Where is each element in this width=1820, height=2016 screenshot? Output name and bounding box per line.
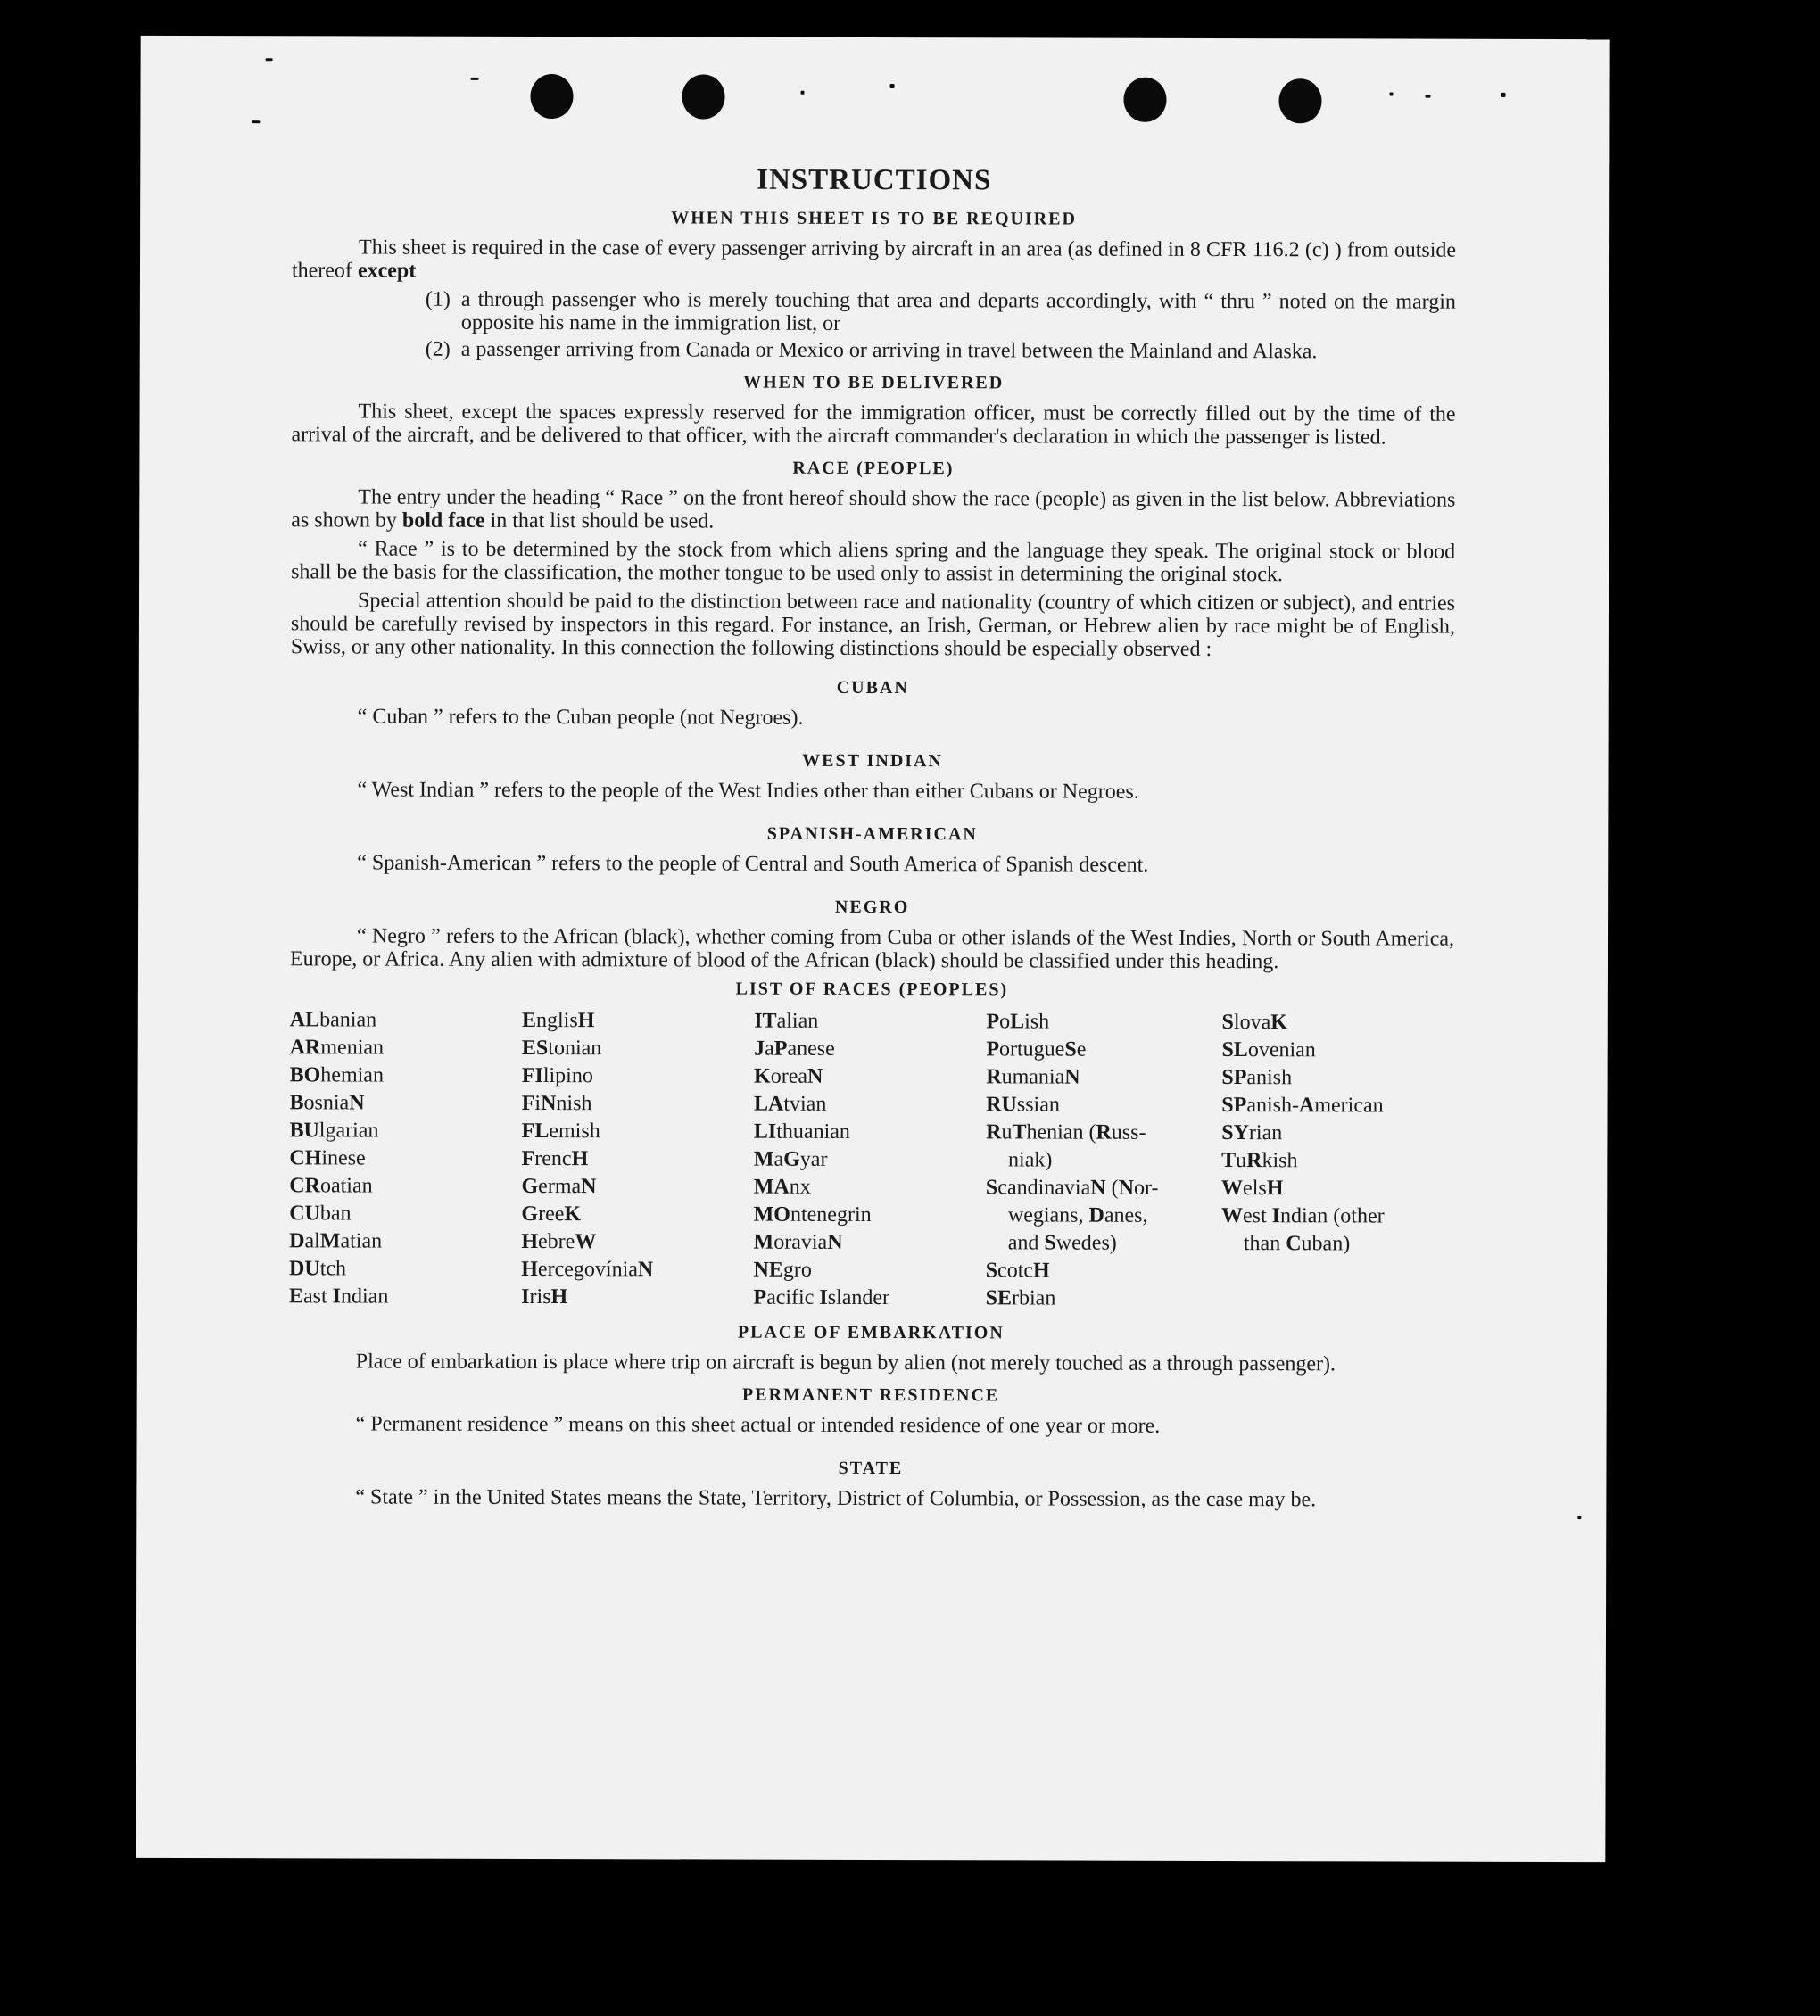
race-entry: RuThenian (Russ- bbox=[986, 1120, 1146, 1144]
list-item: (1) a through passenger who is merely touching that area and departs accordingly, with “ thru ” noted on the margin opposite his name in the immigration list, or bbox=[425, 287, 1456, 335]
race-entry: TuRkish bbox=[1221, 1149, 1298, 1173]
race-entry: HercegovíniaN bbox=[521, 1257, 654, 1282]
race-entry: ScandinaviaN (Nor- bbox=[985, 1176, 1159, 1200]
spanish-american-text: “ Spanish-American ” refers to the people of Central and South America of Spanish descent. bbox=[357, 851, 1149, 877]
dust-speck bbox=[890, 84, 895, 88]
heading-state: STATE bbox=[838, 1458, 904, 1479]
race-entry: than Cuban) bbox=[1243, 1232, 1351, 1256]
race-paragraph-3: Special attention should be paid to the distinction between race and nationality (country of which citizen or subject), and entries should be carefully revised by inspectors in this regard. For instance, an Irish, German, or Hebrew alien by race might be of English, Swiss, or any other nationality. In this connection the following distinctions should be especially observed : bbox=[290, 589, 1456, 661]
race-entry: CRoatian bbox=[289, 1174, 373, 1198]
dust-speck bbox=[252, 120, 260, 123]
race-entry: MoraviaN bbox=[753, 1230, 843, 1254]
list-item: (2) a passenger arriving from Canada or Mexico or arriving in travel between the Mainland and Alaska. bbox=[425, 337, 1318, 364]
races-column bbox=[753, 1008, 986, 1313]
race-entry: CHinese bbox=[289, 1146, 366, 1170]
races-column bbox=[986, 1008, 1222, 1313]
race-entry: and Swedes) bbox=[1007, 1231, 1117, 1255]
heading-list-of-races: LIST OF RACES (PEOPLES) bbox=[735, 979, 1009, 1000]
race-entry: MAnx bbox=[753, 1175, 811, 1199]
race-entry: PoLish bbox=[986, 1010, 1050, 1034]
paper-sheet bbox=[136, 36, 1609, 1862]
heading-embarkation: PLACE OF EMBARKATION bbox=[737, 1322, 1005, 1343]
negro-text: “ Negro ” refers to the African (black), whether coming from Cuba or other islands of the West Indies, North or South America, Europe, or Africa. Any alien with admixture of blood of the African (black) should be classified under this heading. bbox=[289, 924, 1455, 974]
race-paragraph-2: “ Race ” is to be determined by the stock from which aliens spring and the language they speak. The original stock or blood shall be the basis for the classification, the mother tongue to be used only to assist in determining the original stock. bbox=[291, 537, 1456, 587]
heading-when-delivered: WHEN TO BE DELIVERED bbox=[743, 372, 1005, 393]
delivered-text: This sheet, except the spaces expressly reserved for the immigration officer, must be correctly filled out by the time of the arrival of the aircraft, and be delivered to that officer, with the aircraft commander's declaration in which the passenger is listed. bbox=[291, 400, 1456, 450]
except-bold: except bbox=[357, 259, 417, 283]
race-entry: ScotcH bbox=[985, 1259, 1050, 1283]
race-entry: MOntenegrin bbox=[753, 1202, 872, 1227]
dust-speck bbox=[471, 78, 479, 80]
race-entry: MaGyar bbox=[753, 1147, 828, 1171]
residence-text: “ Permanent residence ” means on this sheet actual or intended residence of one year or more. bbox=[355, 1412, 1161, 1438]
race-entry: GreeK bbox=[521, 1202, 582, 1227]
race-entry: BUlgarian bbox=[289, 1119, 379, 1143]
race-entry: East Indian bbox=[288, 1285, 389, 1309]
race-entry: ARmenian bbox=[289, 1036, 385, 1060]
race-entry: HebreW bbox=[521, 1229, 597, 1254]
heading-negro: NEGRO bbox=[834, 896, 910, 918]
instructions-body bbox=[288, 161, 1456, 1516]
races-table bbox=[289, 1006, 1454, 1313]
race-entry: FiNnish bbox=[521, 1091, 592, 1116]
punch-hole bbox=[1278, 78, 1321, 123]
race-entry: FLemish bbox=[521, 1119, 600, 1144]
race-entry: GermaN bbox=[521, 1174, 597, 1199]
state-text: “ State ” in the United States means the State, Territory, District of Columbia, or Possession, as the case may be. bbox=[355, 1485, 1317, 1512]
race-entry: BOhemian bbox=[289, 1063, 385, 1087]
race-entry: West Indian (other bbox=[1220, 1204, 1385, 1228]
dust-speck bbox=[801, 91, 805, 95]
required-intro: This sheet is required in the case of every passenger arriving by aircraft in an area (as defined in 8 CFR 116.2 (c) ) from outside thereof except bbox=[291, 235, 1457, 283]
race-entry: SlovaK bbox=[1221, 1011, 1287, 1035]
race-entry: EnglisH bbox=[521, 1008, 595, 1033]
punch-hole bbox=[1123, 78, 1166, 122]
dust-speck bbox=[1390, 93, 1394, 96]
heading-race: RACE (PEOPLE) bbox=[792, 458, 955, 479]
races-column bbox=[1221, 1009, 1454, 1314]
race-entry: IrisH bbox=[521, 1285, 568, 1310]
race-paragraph-1: The entry under the heading “ Race ” on the front hereof should show the race (people) as given in the list below. Abbreviations as shown by bold face in that list should be used. bbox=[291, 485, 1456, 533]
race-entry: LAtvian bbox=[753, 1092, 827, 1116]
punch-hole bbox=[530, 74, 573, 119]
race-entry: CUban bbox=[289, 1202, 352, 1226]
race-entry: wegians, Danes, bbox=[1007, 1203, 1148, 1227]
race-entry: WelsH bbox=[1221, 1177, 1284, 1201]
race-entry: EStonian bbox=[521, 1036, 602, 1061]
heading-west-indian: WEST INDIAN bbox=[802, 750, 943, 772]
race-entry: LIthuanian bbox=[753, 1120, 850, 1144]
race-entry: Pacific Islander bbox=[753, 1285, 890, 1310]
race-entry: ALbanian bbox=[289, 1008, 377, 1032]
race-entry: SPanish bbox=[1221, 1066, 1293, 1090]
punch-hole bbox=[682, 74, 724, 119]
race-entry: RumaniaN bbox=[986, 1065, 1080, 1089]
race-entry: FrencH bbox=[521, 1146, 589, 1171]
heading-spanish-american: SPANISH-AMERICAN bbox=[766, 823, 978, 845]
race-entry: BosniaN bbox=[289, 1091, 365, 1115]
dust-speck bbox=[266, 58, 273, 61]
race-entry: NEgro bbox=[753, 1258, 812, 1282]
heading-when-required: WHEN THIS SHEET IS TO BE REQUIRED bbox=[671, 208, 1077, 229]
race-entry: SLovenian bbox=[1221, 1038, 1316, 1062]
dust-speck bbox=[1577, 1516, 1581, 1519]
race-entry: SErbian bbox=[985, 1286, 1056, 1310]
dust-speck bbox=[1425, 95, 1430, 98]
embarkation-text: Place of embarkation is place where trip on aircraft is begun by alien (not merely touched as a through passenger). bbox=[355, 1350, 1336, 1376]
race-entry: FIlipino bbox=[521, 1063, 593, 1088]
heading-cuban: CUBAN bbox=[836, 677, 909, 698]
race-entry: PortugueSe bbox=[986, 1037, 1087, 1062]
race-entry: RUssian bbox=[986, 1093, 1060, 1117]
page-title: INSTRUCTIONS bbox=[757, 163, 992, 197]
west-indian-text: “ West Indian ” refers to the people of the West Indies other than either Cubans or Negroes. bbox=[357, 778, 1139, 804]
race-entry: SPanish-American bbox=[1221, 1094, 1384, 1118]
dust-speck bbox=[1502, 93, 1506, 97]
race-entry: KoreaN bbox=[754, 1064, 823, 1088]
race-entry: niak) bbox=[1008, 1148, 1053, 1172]
race-entry: DalMatian bbox=[289, 1229, 383, 1253]
race-entry: DUtch bbox=[289, 1257, 347, 1281]
heading-permanent-residence: PERMANENT RESIDENCE bbox=[742, 1384, 1000, 1406]
race-entry: ITalian bbox=[754, 1009, 819, 1033]
races-column bbox=[289, 1006, 522, 1311]
cuban-text: “ Cuban ” refers to the Cuban people (not Negroes). bbox=[357, 705, 804, 730]
race-entry: SYrian bbox=[1221, 1121, 1283, 1145]
race-entry: JaPanese bbox=[754, 1037, 835, 1061]
races-column bbox=[521, 1007, 754, 1312]
